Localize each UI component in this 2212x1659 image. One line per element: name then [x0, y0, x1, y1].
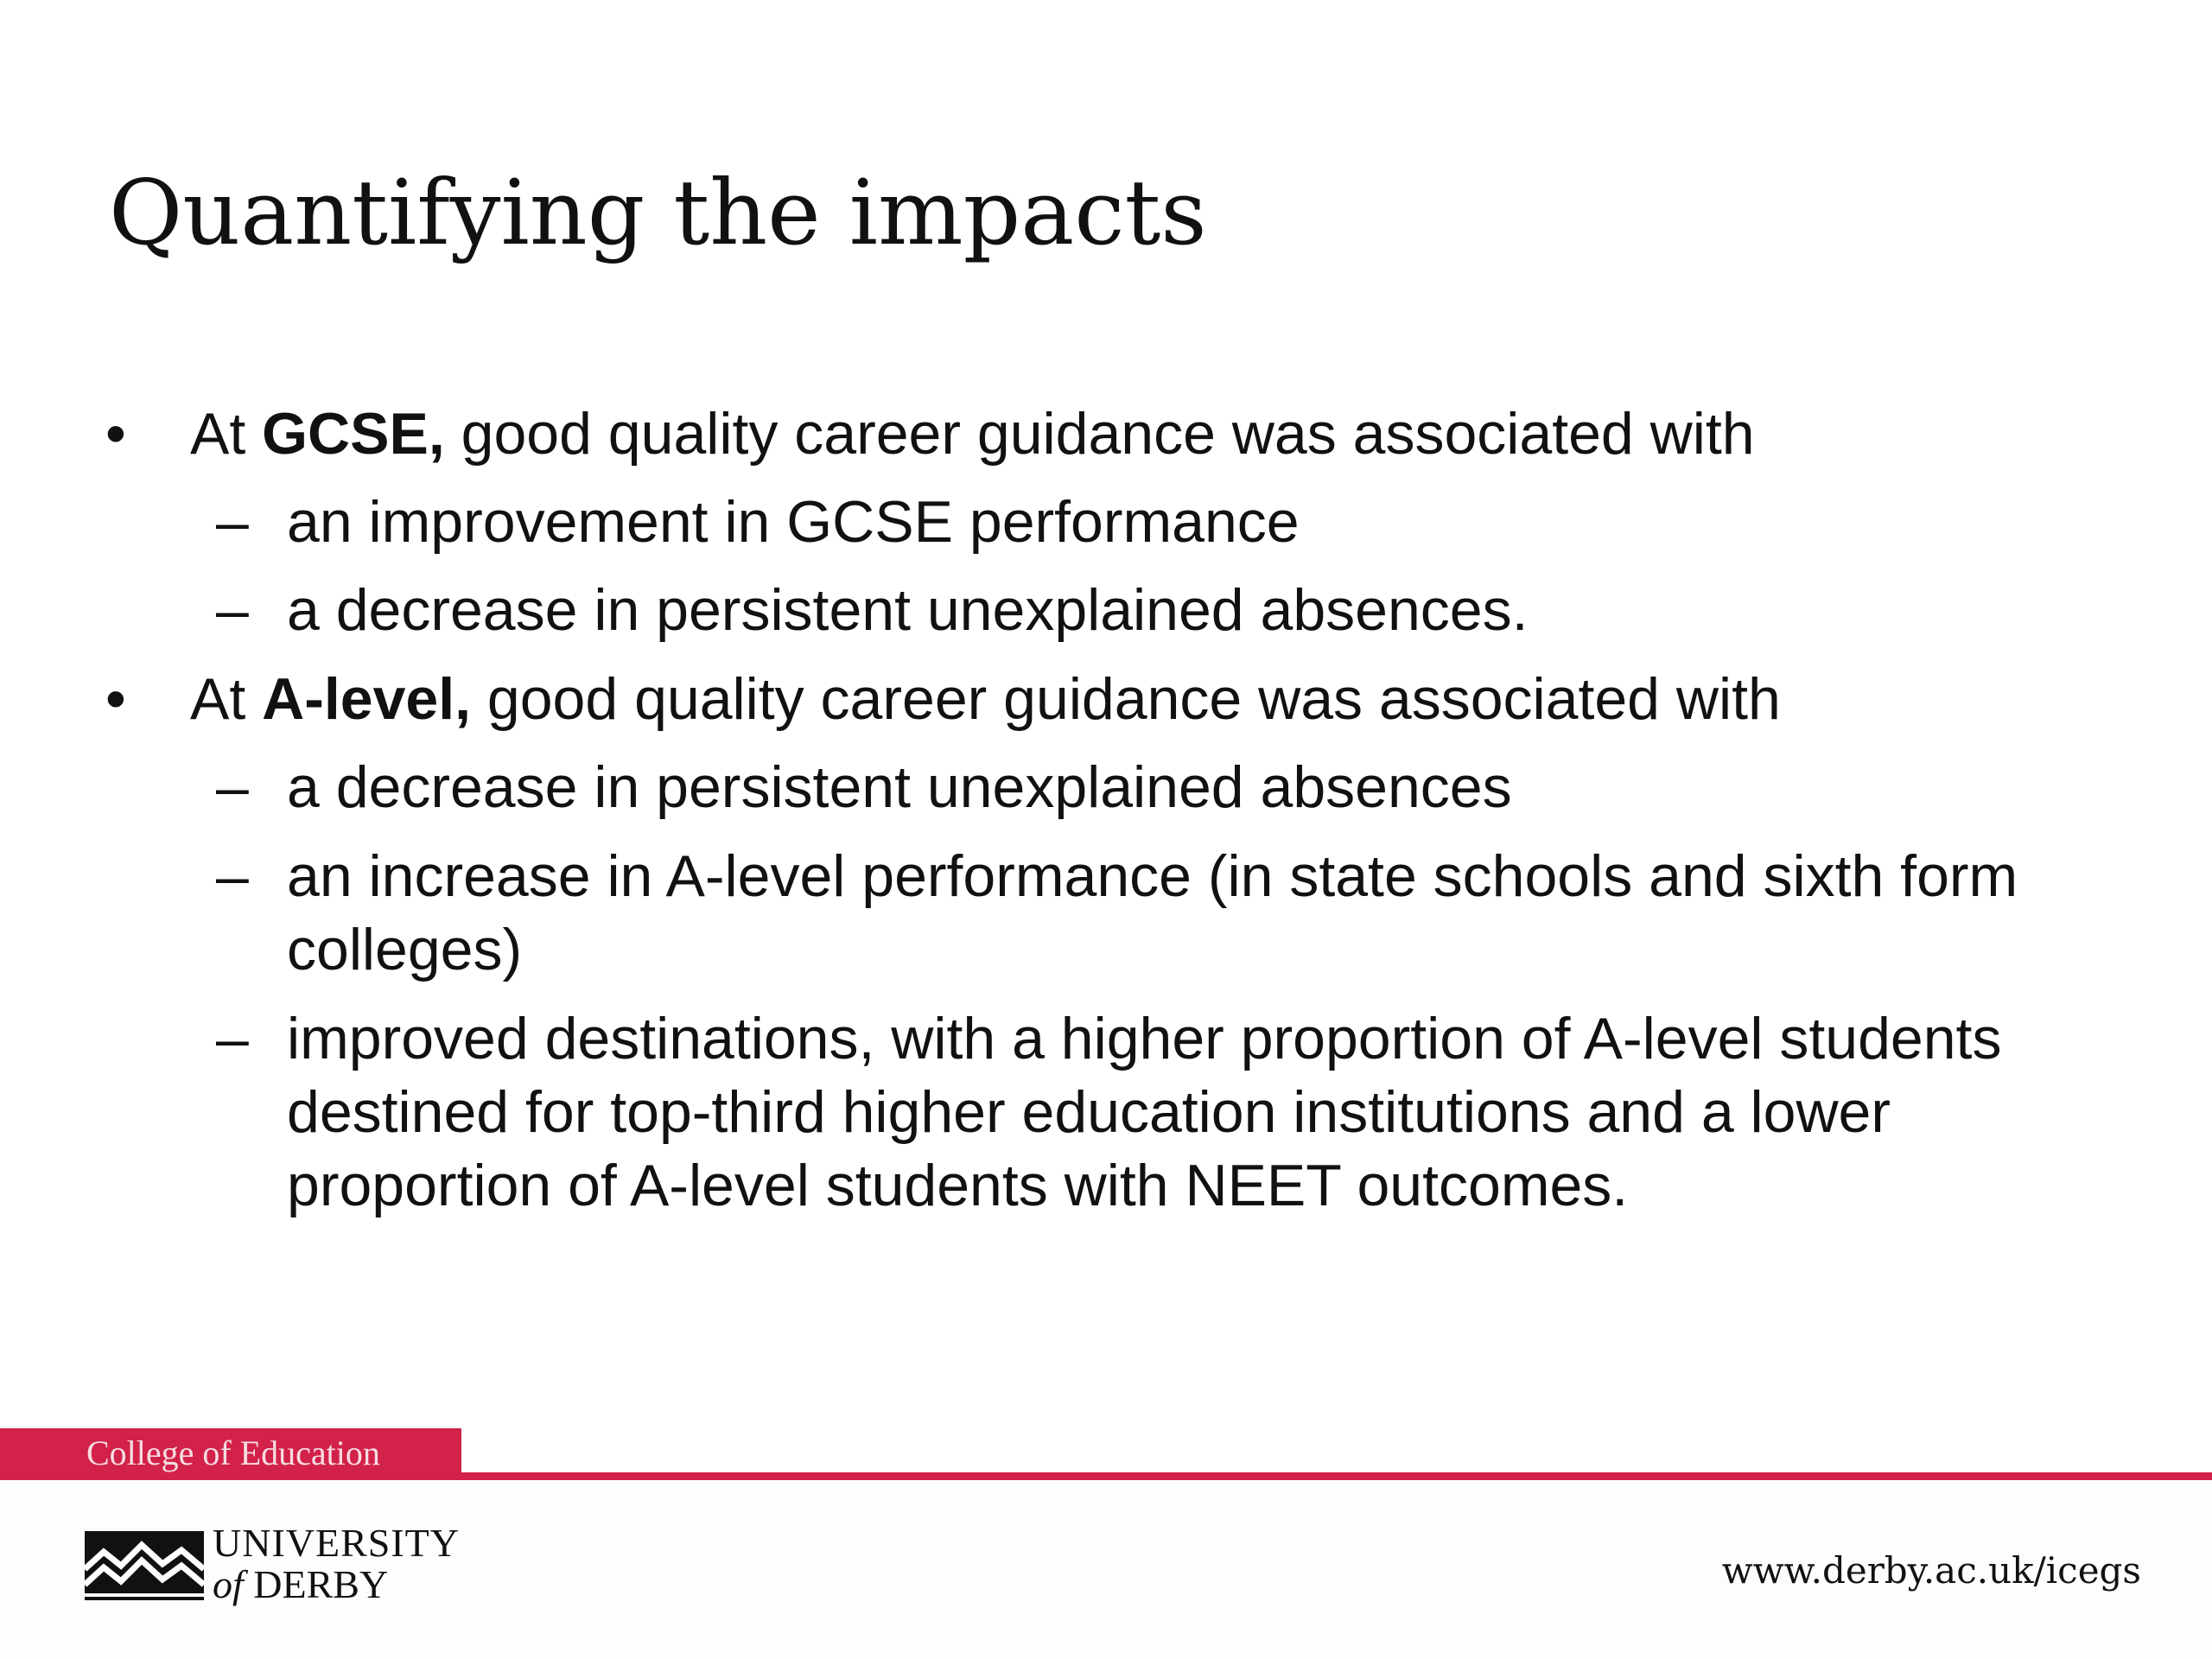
sub-marker: –: [216, 843, 249, 909]
bullet-marker: •: [105, 666, 126, 732]
website-url: www.derby.ac.uk/icegs: [1721, 1549, 2141, 1592]
sub-item-text: a decrease in persistent unexplained absences.: [287, 577, 1529, 643]
logo-of-derby: of DERBY: [213, 1562, 389, 1606]
logo-university: UNIVERSITY: [213, 1521, 460, 1565]
footer-divider: [0, 1472, 2212, 1480]
sub-item-text: an improvement in GCSE performance: [287, 489, 1300, 555]
bullet-marker: •: [105, 401, 126, 467]
bullet-keyword: GCSE,: [262, 401, 445, 467]
sub-marker: –: [216, 577, 249, 643]
sub-item-text: a decrease in persistent unexplained absences: [287, 754, 1512, 820]
bullet-text: At A-level, good quality career guidance was associated with: [190, 666, 1781, 732]
bullet-keyword: A-level,: [262, 666, 472, 732]
bullet-text: At GCSE, good quality career guidance was associated with: [190, 401, 1755, 467]
college-label: College of Education: [86, 1433, 380, 1472]
sub-item-text: an increase in A-level performance (in state schools and sixth form colleges): [287, 843, 2018, 982]
sub-marker: –: [216, 489, 249, 555]
slide-title: Quantifying the impacts: [109, 160, 1207, 265]
university-of-derby-mountains-icon: [85, 1531, 204, 1600]
sub-marker: –: [216, 1006, 249, 1071]
university-logo-text: [213, 1522, 460, 1605]
sub-item-text: improved destinations, with a higher proportion of A-level students destined for top-third higher education institutions and a lower proportion of A-level students with NEET outcomes.: [287, 1006, 2002, 1218]
sub-marker: –: [216, 754, 249, 820]
